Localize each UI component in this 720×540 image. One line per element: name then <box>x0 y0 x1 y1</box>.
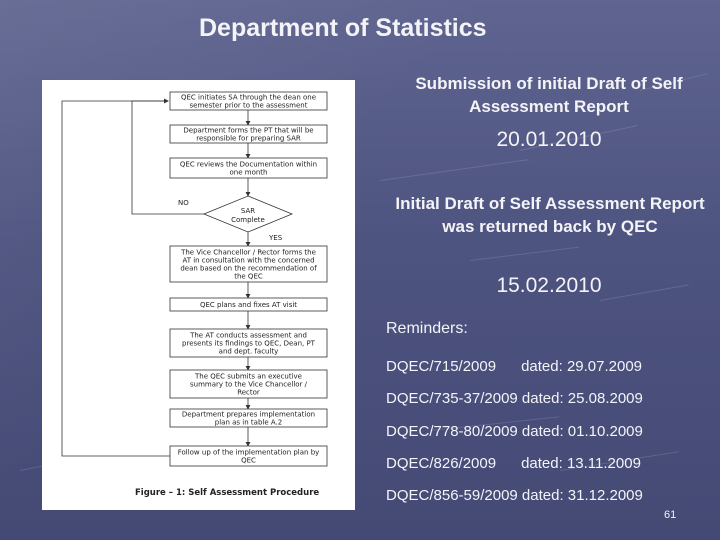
flow-step-text: The AT conducts assessment and <box>190 331 307 340</box>
flow-step-text: Follow up of the implementation plan by <box>177 448 320 457</box>
flow-step-text: QEC reviews the Documentation within <box>179 160 318 169</box>
flowchart-figure <box>42 80 355 510</box>
flow-step-text: presents its findings to QEC, Dean, PT <box>182 339 315 348</box>
returned-title: Initial Draft of Self Assessment Report was returned back by QEC <box>395 194 705 236</box>
flow-step-text: QEC initiates SA through the dean one <box>180 93 317 102</box>
flow-step-text: Rector <box>237 388 260 397</box>
background-stroke <box>380 159 529 181</box>
page-title: Department of Statistics <box>199 14 487 42</box>
flow-step-text: The Vice Chancellor / Rector forms the <box>181 248 316 257</box>
decision-yes-label: YES <box>269 234 283 242</box>
flow-step-text: QEC <box>241 456 256 465</box>
flow-step-text: plan as in table A.2 <box>214 418 283 427</box>
flow-step-text: semester prior to the assessment <box>189 101 308 110</box>
flow-step-text: QEC plans and fixes AT visit <box>199 301 298 309</box>
reminder-item: DQEC/778-80/2009 dated: 01.10.2009 <box>386 423 643 440</box>
decision-text: Complete <box>231 216 265 224</box>
background-stroke <box>470 247 579 261</box>
flow-step-text: summary to the Vice Chancellor / <box>189 380 308 389</box>
flow-step-text: Department prepares implementation <box>181 410 316 419</box>
figure-caption: Figure – 1: Self Assessment Procedure <box>135 488 320 498</box>
returned-date: 15.02.2010 <box>496 274 602 297</box>
reminder-item: DQEC/826/2009 dated: 13.11.2009 <box>386 455 641 472</box>
decision-no-label: NO <box>178 199 189 207</box>
flow-step-text: responsible for preparing SAR <box>196 134 301 143</box>
page-number: 61 <box>664 509 677 521</box>
decision-text: SAR <box>240 207 256 215</box>
reminder-item: DQEC/735-37/2009 dated: 25.08.2009 <box>386 390 643 407</box>
flow-step-text: the QEC <box>234 272 263 281</box>
flow-step-text: AT in consultation with the concerned <box>182 256 315 265</box>
reminder-item: DQEC/856-59/2009 dated: 31.12.2009 <box>386 487 643 504</box>
followup-loop-connector <box>62 101 170 456</box>
self-assessment-flowchart <box>42 80 355 510</box>
flow-step-text: The QEC submits an executive <box>195 372 302 381</box>
reminder-item: DQEC/715/2009 dated: 29.07.2009 <box>386 358 643 375</box>
no-loop-connector <box>132 101 204 214</box>
flow-step-text: Department forms the PT that will be <box>183 126 314 135</box>
submission-title: Submission of initial Draft of Self Assessment Report <box>415 74 683 116</box>
reminders-label: Reminders: <box>386 320 468 337</box>
flow-step-text: and dept. faculty <box>218 347 279 356</box>
submission-date: 20.01.2010 <box>496 128 602 151</box>
flow-step-text: dean based on the recommendation of <box>180 264 317 273</box>
flow-step-text: one month <box>229 168 268 177</box>
